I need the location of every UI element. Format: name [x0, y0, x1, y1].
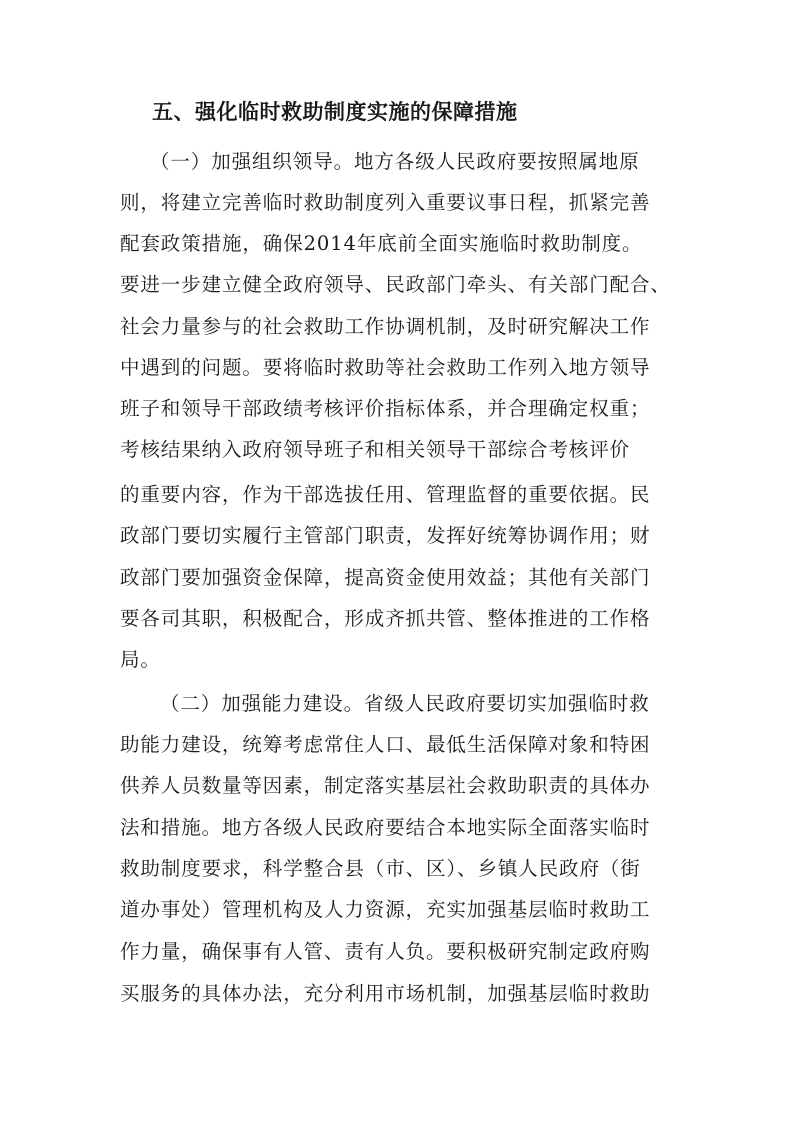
paragraph-2-line-2: 助能力建设，统筹考虑常住人口、最低生活保障对象和特困 — [120, 733, 651, 756]
paragraph-1-line-9: 的重要内容，作为干部选拔任用、管理监督的重要依据。民 — [120, 483, 651, 506]
paragraph-1-line-10: 政部门要切实履行主管部门职责，发挥好统筹协调作用；财 — [120, 524, 651, 547]
paragraph-1-line-8: 考核结果纳入政府领导班子和相关领导干部综合考核评价 — [120, 438, 631, 461]
paragraph-2-line-7: 作力量，确保事有人管、责有人负。要积极研究制定政府购 — [120, 940, 651, 963]
paragraph-1-line-4: 要进一步建立健全政府领导、民政部门牵头、有关部门配合、 — [120, 273, 671, 296]
paragraph-1-line-5: 社会力量参与的社会救助工作协调机制，及时研究解决工作 — [120, 315, 651, 338]
paragraph-1-line-1: （一）加强组织领导。地方各级人民政府要按照属地原 — [150, 150, 640, 173]
paragraph-1-line-3: 配套政策措施，确保2014年底前全面实施临时救助制度。 — [120, 232, 643, 255]
section-heading: 五、强化临时救助制度实施的保障措施 — [152, 99, 518, 124]
paragraph-1-line-7: 班子和领导干部政绩考核评价指标体系，并合理确定权重； — [120, 397, 651, 420]
paragraph-1-line-11: 政部门要加强资金保障，提高资金使用效益；其他有关部门 — [120, 566, 651, 589]
paragraph-2-line-6: 道办事处）管理机构及人力资源，充实加强基层临时救助工 — [120, 898, 651, 921]
paragraph-2-line-4: 法和措施。地方各级人民政府要结合本地实际全面落实临时 — [120, 816, 651, 839]
paragraph-1-line-12: 要各司其职，积极配合，形成齐抓共管、整体推进的工作格 — [120, 607, 651, 630]
paragraph-2-line-1: （二）加强能力建设。省级人民政府要切实加强临时救 — [160, 692, 650, 715]
paragraph-2-line-8: 买服务的具体办法，充分利用市场机制，加强基层临时救助 — [120, 982, 651, 1005]
paragraph-2-line-5: 救助制度要求，科学整合县（市、区）、乡镇人民政府（街 — [120, 857, 641, 880]
paragraph-1-line-2: 则，将建立完善临时救助制度列入重要议事日程，抓紧完善 — [120, 191, 651, 214]
paragraph-1-line-6: 中遇到的问题。要将临时救助等社会救助工作列入地方领导 — [120, 356, 651, 379]
paragraph-1-line-13: 局。 — [120, 648, 161, 671]
paragraph-2-line-3: 供养人员数量等因素，制定落实基层社会救助职责的具体办 — [120, 774, 651, 797]
